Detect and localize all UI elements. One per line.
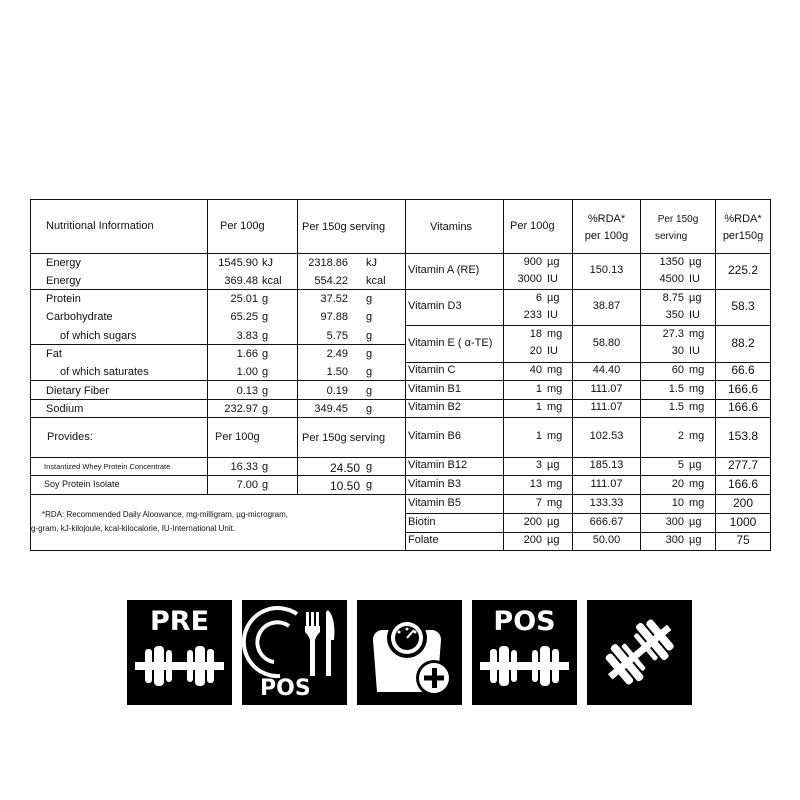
vitamin-rda-100g: 58.80 <box>592 336 621 349</box>
nutrient-name: of which sugars <box>60 330 137 342</box>
header-vitamins: Vitamins <box>430 221 472 233</box>
vitamin-unit-100g: mg <box>547 430 563 442</box>
row-divider <box>405 513 771 514</box>
nutrient-name: Protein <box>46 293 81 305</box>
row-divider <box>30 475 406 476</box>
row-divider <box>30 399 406 400</box>
header-per-150g-serving: Per 150g serving <box>302 221 386 233</box>
vitamin-amount2-150g: 30 <box>671 345 684 357</box>
header-vit-per-100g: Per 100g <box>510 220 555 232</box>
vitamin-rda-150g: 66.6 <box>731 363 755 377</box>
row-divider <box>30 289 406 290</box>
nutrient-name: Carbohydrate <box>46 311 113 323</box>
vitamin-amount-150g: 1350 <box>659 256 684 268</box>
nutrient-name: Sodium <box>46 403 84 415</box>
vitamin-unit2-100g: IU <box>547 273 558 285</box>
nutrient-unit-150g: kJ <box>366 257 377 269</box>
nutrient-value-100g: 369.48 <box>224 275 258 287</box>
provides-item-name: Instantized Whey Protein Concentrate <box>44 462 171 471</box>
row-divider <box>405 325 771 326</box>
nutrient-unit-100g: g <box>262 330 269 342</box>
dumbbell-icon <box>587 600 692 705</box>
vitamin-amount-150g: 60 <box>671 364 684 376</box>
nutrient-unit-150g: g <box>366 330 373 342</box>
vitamin-unit-100g: µg <box>547 292 560 304</box>
vitamin-unit-150g: mg <box>689 364 705 376</box>
vitamin-rda-100g: 150.13 <box>589 264 624 276</box>
footnote-line1: *RDA: Recommended Daily Aloowance, mg-milligram, µg-microgram, <box>42 510 289 519</box>
vitamin-amount-100g: 1 <box>535 430 542 442</box>
scale-plus-shape <box>357 600 462 705</box>
provides-per-150g: Per 150g serving <box>302 432 386 444</box>
vitamin-rda-150g: 200 <box>732 495 754 510</box>
provides-label: Provides: <box>47 431 93 443</box>
col-divider <box>405 199 406 551</box>
vitamin-rda-150g: 166.6 <box>727 381 759 396</box>
vitamin-name: Biotin <box>408 515 436 528</box>
vitamin-unit-150g: µg <box>689 515 702 528</box>
vitamin-rda-100g: 185.13 <box>589 459 624 471</box>
provides-value-150g: 10.50 <box>329 479 360 493</box>
vitamin-amount-100g: 200 <box>523 534 542 546</box>
row-divider <box>405 532 771 533</box>
provides-value-150g: 24.50 <box>329 461 360 475</box>
nutrient-unit-150g: g <box>366 348 373 360</box>
vitamin-unit-100g: µg <box>547 459 560 471</box>
header-rda-150-line2: per150g <box>722 230 764 242</box>
nutrient-name: Dietary Fiber <box>46 385 109 397</box>
vitamin-name: Vitamin B12 <box>408 459 468 471</box>
vitamin-amount2-150g: 350 <box>665 309 684 321</box>
vitamin-amount2-100g: 20 <box>529 345 542 357</box>
vitamin-amount-100g: 1 <box>535 382 542 395</box>
vitamin-rda-100g: 666.67 <box>589 515 624 528</box>
vitamin-name: Vitamin D3 <box>408 300 462 312</box>
nutrient-unit-100g: kcal <box>262 275 282 287</box>
row-divider <box>405 457 771 458</box>
vitamin-unit-150g: µg <box>689 459 702 471</box>
vitamin-rda-100g: 50.00 <box>592 534 621 546</box>
vitamin-unit-100g: mg <box>547 496 563 509</box>
vitamin-unit2-150g: IU <box>689 345 700 357</box>
row-divider <box>30 494 406 495</box>
vitamin-rda-150g: 277.7 <box>727 458 759 472</box>
vitamin-amount-100g: 40 <box>529 364 542 376</box>
vitamin-rda-100g: 111.07 <box>590 382 623 395</box>
nutrient-value-150g: 349.45 <box>314 403 348 415</box>
vitamin-unit-150g: µg <box>689 292 702 304</box>
col-divider <box>297 199 298 494</box>
provides-value-100g: 16.33 <box>230 461 258 473</box>
provides-unit-100g: g <box>262 479 269 491</box>
vitamin-amount-150g: 300 <box>665 515 684 528</box>
vitamin-amount-100g: 3 <box>535 459 542 471</box>
vitamin-unit-100g: mg <box>547 382 563 395</box>
vitamin-amount2-100g: 3000 <box>517 273 542 285</box>
vitamin-rda-150g: 75 <box>736 533 750 547</box>
nutrient-unit-150g: g <box>366 293 373 305</box>
nutrient-value-150g: 0.19 <box>326 385 348 397</box>
nutrient-name: Fat <box>46 348 62 360</box>
vitamin-name: Vitamin B6 <box>408 430 461 442</box>
vitamin-amount-100g: 900 <box>523 256 542 268</box>
vitamin-name: Vitamin C <box>408 364 456 376</box>
vitamin-rda-100g: 111.07 <box>590 477 623 490</box>
dumbbell-shape <box>587 600 692 705</box>
nutrient-unit-150g: g <box>366 403 373 415</box>
vitamin-amount2-100g: 233 <box>523 309 542 321</box>
vitamin-amount-150g: 2 <box>677 430 684 442</box>
vitamin-amount-100g: 200 <box>523 515 542 528</box>
vitamin-name: Vitamin B1 <box>408 382 461 395</box>
nutrient-value-150g: 5.75 <box>326 330 348 342</box>
vitamin-unit-100g: mg <box>547 401 563 413</box>
vitamin-unit-100g: mg <box>547 477 563 490</box>
nutrient-value-100g: 25.01 <box>230 293 258 305</box>
vitamin-unit2-100g: IU <box>547 345 558 357</box>
pre-workout-icon <box>127 600 232 705</box>
table-border-right <box>770 199 771 551</box>
row-divider <box>405 362 771 363</box>
vitamin-unit2-150g: IU <box>689 273 700 285</box>
vitamin-amount-150g: 8.75 <box>662 292 684 304</box>
nutrient-unit-100g: g <box>262 385 269 397</box>
vitamin-amount-150g: 10 <box>671 496 684 509</box>
vitamin-name: Vitamin B3 <box>408 477 461 490</box>
post-workout-icon <box>472 600 577 705</box>
vitamin-unit-150g: µg <box>689 256 702 268</box>
vitamin-unit2-150g: IU <box>689 309 700 321</box>
provides-unit-150g: g <box>366 479 373 491</box>
nutrient-value-150g: 97.88 <box>320 311 348 323</box>
nutrient-unit-100g: g <box>262 348 269 360</box>
vitamin-rda-150g: 225.2 <box>727 263 759 277</box>
nutrient-value-150g: 2.49 <box>326 348 348 360</box>
nutrient-value-100g: 3.83 <box>236 330 258 342</box>
vitamin-rda-150g: 166.6 <box>727 400 759 414</box>
vitamin-unit-150g: mg <box>689 328 705 340</box>
nutrient-unit-100g: g <box>262 366 269 378</box>
nutrient-value-150g: 2318.86 <box>308 257 348 269</box>
vitamin-amount-150g: 300 <box>665 534 684 546</box>
row-divider <box>30 457 406 458</box>
vitamin-rda-100g: 44.40 <box>592 364 621 376</box>
row-divider <box>30 380 406 381</box>
vitamin-unit2-100g: IU <box>547 309 558 321</box>
vitamin-amount-100g: 18 <box>529 328 542 340</box>
vitamin-amount-150g: 5 <box>677 459 684 471</box>
row-divider <box>30 344 406 345</box>
nutrient-name: Energy <box>46 275 81 287</box>
weight-gain-icon <box>357 600 462 705</box>
nutrient-unit-100g: g <box>262 293 269 305</box>
table-border-left <box>30 199 31 551</box>
vitamin-name: Vitamin A (RE) <box>408 264 480 276</box>
vitamin-unit-150g: mg <box>689 496 705 509</box>
vitamin-rda-100g: 38.87 <box>592 300 621 312</box>
vitamin-unit-150g: mg <box>689 477 705 490</box>
nutrient-value-150g: 37.52 <box>320 293 348 305</box>
row-divider <box>405 399 771 400</box>
vitamin-rda-150g: 58.3 <box>731 299 755 313</box>
nutrient-unit-100g: g <box>262 311 269 323</box>
vitamin-name: Vitamin E ( α-TE) <box>408 336 493 349</box>
header-rda-150-line1: %RDA* <box>724 213 762 225</box>
header-per-150g-line2: serving <box>655 231 688 242</box>
vitamin-rda-100g: 133.33 <box>589 496 624 509</box>
row-divider <box>405 494 771 495</box>
vitamin-rda-150g: 153.8 <box>727 429 759 443</box>
nutrient-value-100g: 1.66 <box>236 348 258 360</box>
vitamin-amount-150g: 1.5 <box>668 401 684 413</box>
footnote-line2: g-gram, kJ-kilojoule, kcal-kilocalorie, IU-International Unit. <box>31 524 236 533</box>
vitamin-rda-150g: 166.6 <box>727 476 759 491</box>
vitamin-unit-100g: µg <box>547 515 560 528</box>
nutrient-value-100g: 232.97 <box>224 403 258 415</box>
nutrient-unit-150g: g <box>366 366 373 378</box>
nutrient-unit-150g: kcal <box>366 275 386 287</box>
vitamin-amount2-150g: 4500 <box>659 273 684 285</box>
post-meal-icon <box>242 600 347 705</box>
nutrient-value-100g: 1.00 <box>236 366 258 378</box>
vitamin-unit-100g: mg <box>547 364 563 376</box>
header-per-150g-line1: Per 150g <box>657 214 699 225</box>
row-divider <box>405 475 771 476</box>
nutrient-value-100g: 65.25 <box>230 311 258 323</box>
header-rda-100-line1: %RDA* <box>587 213 626 225</box>
row-divider <box>405 380 771 381</box>
vitamin-unit-100g: µg <box>547 534 560 546</box>
col-divider <box>207 199 208 494</box>
vitamin-unit-100g: mg <box>547 328 563 340</box>
icon-label-pos: POS <box>260 676 311 701</box>
vitamin-amount-150g: 1.5 <box>668 382 684 395</box>
row-divider <box>405 417 771 418</box>
nutrient-value-100g: 0.13 <box>236 385 258 397</box>
nutrient-name: of which saturates <box>60 366 149 378</box>
header-per-100g: Per 100g <box>220 220 265 232</box>
nutrient-value-150g: 1.50 <box>326 366 348 378</box>
row-divider <box>30 417 406 418</box>
vitamin-unit-150g: mg <box>689 430 705 442</box>
header-nutritional-information: Nutritional Information <box>46 220 154 232</box>
row-divider <box>405 289 771 290</box>
vitamin-name: Vitamin B2 <box>408 401 461 413</box>
icon-label-pre: PRE <box>149 606 210 637</box>
vitamin-amount-150g: 20 <box>671 477 684 490</box>
vitamin-amount-100g: 6 <box>535 292 542 304</box>
provides-per-100g: Per 100g <box>215 431 260 443</box>
vitamin-rda-100g: 102.53 <box>589 430 624 442</box>
header-rda-100-line2: per 100g <box>584 230 629 242</box>
provides-unit-100g: g <box>262 461 269 473</box>
nutrient-value-150g: 554.22 <box>314 275 348 287</box>
nutrient-unit-150g: g <box>366 311 373 323</box>
col-divider <box>503 199 504 551</box>
nutrient-unit-100g: kJ <box>262 257 273 269</box>
vitamin-amount-100g: 1 <box>535 401 542 413</box>
vitamin-unit-100g: µg <box>547 256 560 268</box>
vitamin-amount-150g: 27.3 <box>662 328 684 340</box>
header-divider <box>30 253 771 254</box>
table-border-bottom <box>30 550 771 551</box>
col-divider <box>640 199 641 551</box>
vitamin-unit-150g: mg <box>689 401 705 413</box>
provides-value-100g: 7.00 <box>236 479 258 491</box>
vitamin-amount-100g: 7 <box>535 496 542 509</box>
nutrient-unit-150g: g <box>366 385 373 397</box>
vitamin-unit-150g: µg <box>689 534 702 546</box>
provides-item-name: Soy Protein Isolate <box>44 479 120 489</box>
nutrient-unit-100g: g <box>262 403 269 415</box>
vitamin-rda-150g: 1000 <box>729 514 757 529</box>
table-border-top <box>30 199 771 200</box>
vitamin-rda-150g: 88.2 <box>731 335 755 350</box>
vitamin-name: Folate <box>408 534 439 546</box>
nutrient-name: Energy <box>46 257 81 269</box>
vitamin-name: Vitamin B5 <box>408 496 461 509</box>
nutrient-value-100g: 1545.90 <box>218 257 258 269</box>
provides-unit-150g: g <box>366 461 373 473</box>
vitamin-rda-100g: 111.07 <box>590 401 623 413</box>
icon-label-pos-workout: POS <box>493 606 556 637</box>
vitamin-amount-100g: 13 <box>529 477 542 490</box>
vitamin-unit-150g: mg <box>689 382 705 395</box>
